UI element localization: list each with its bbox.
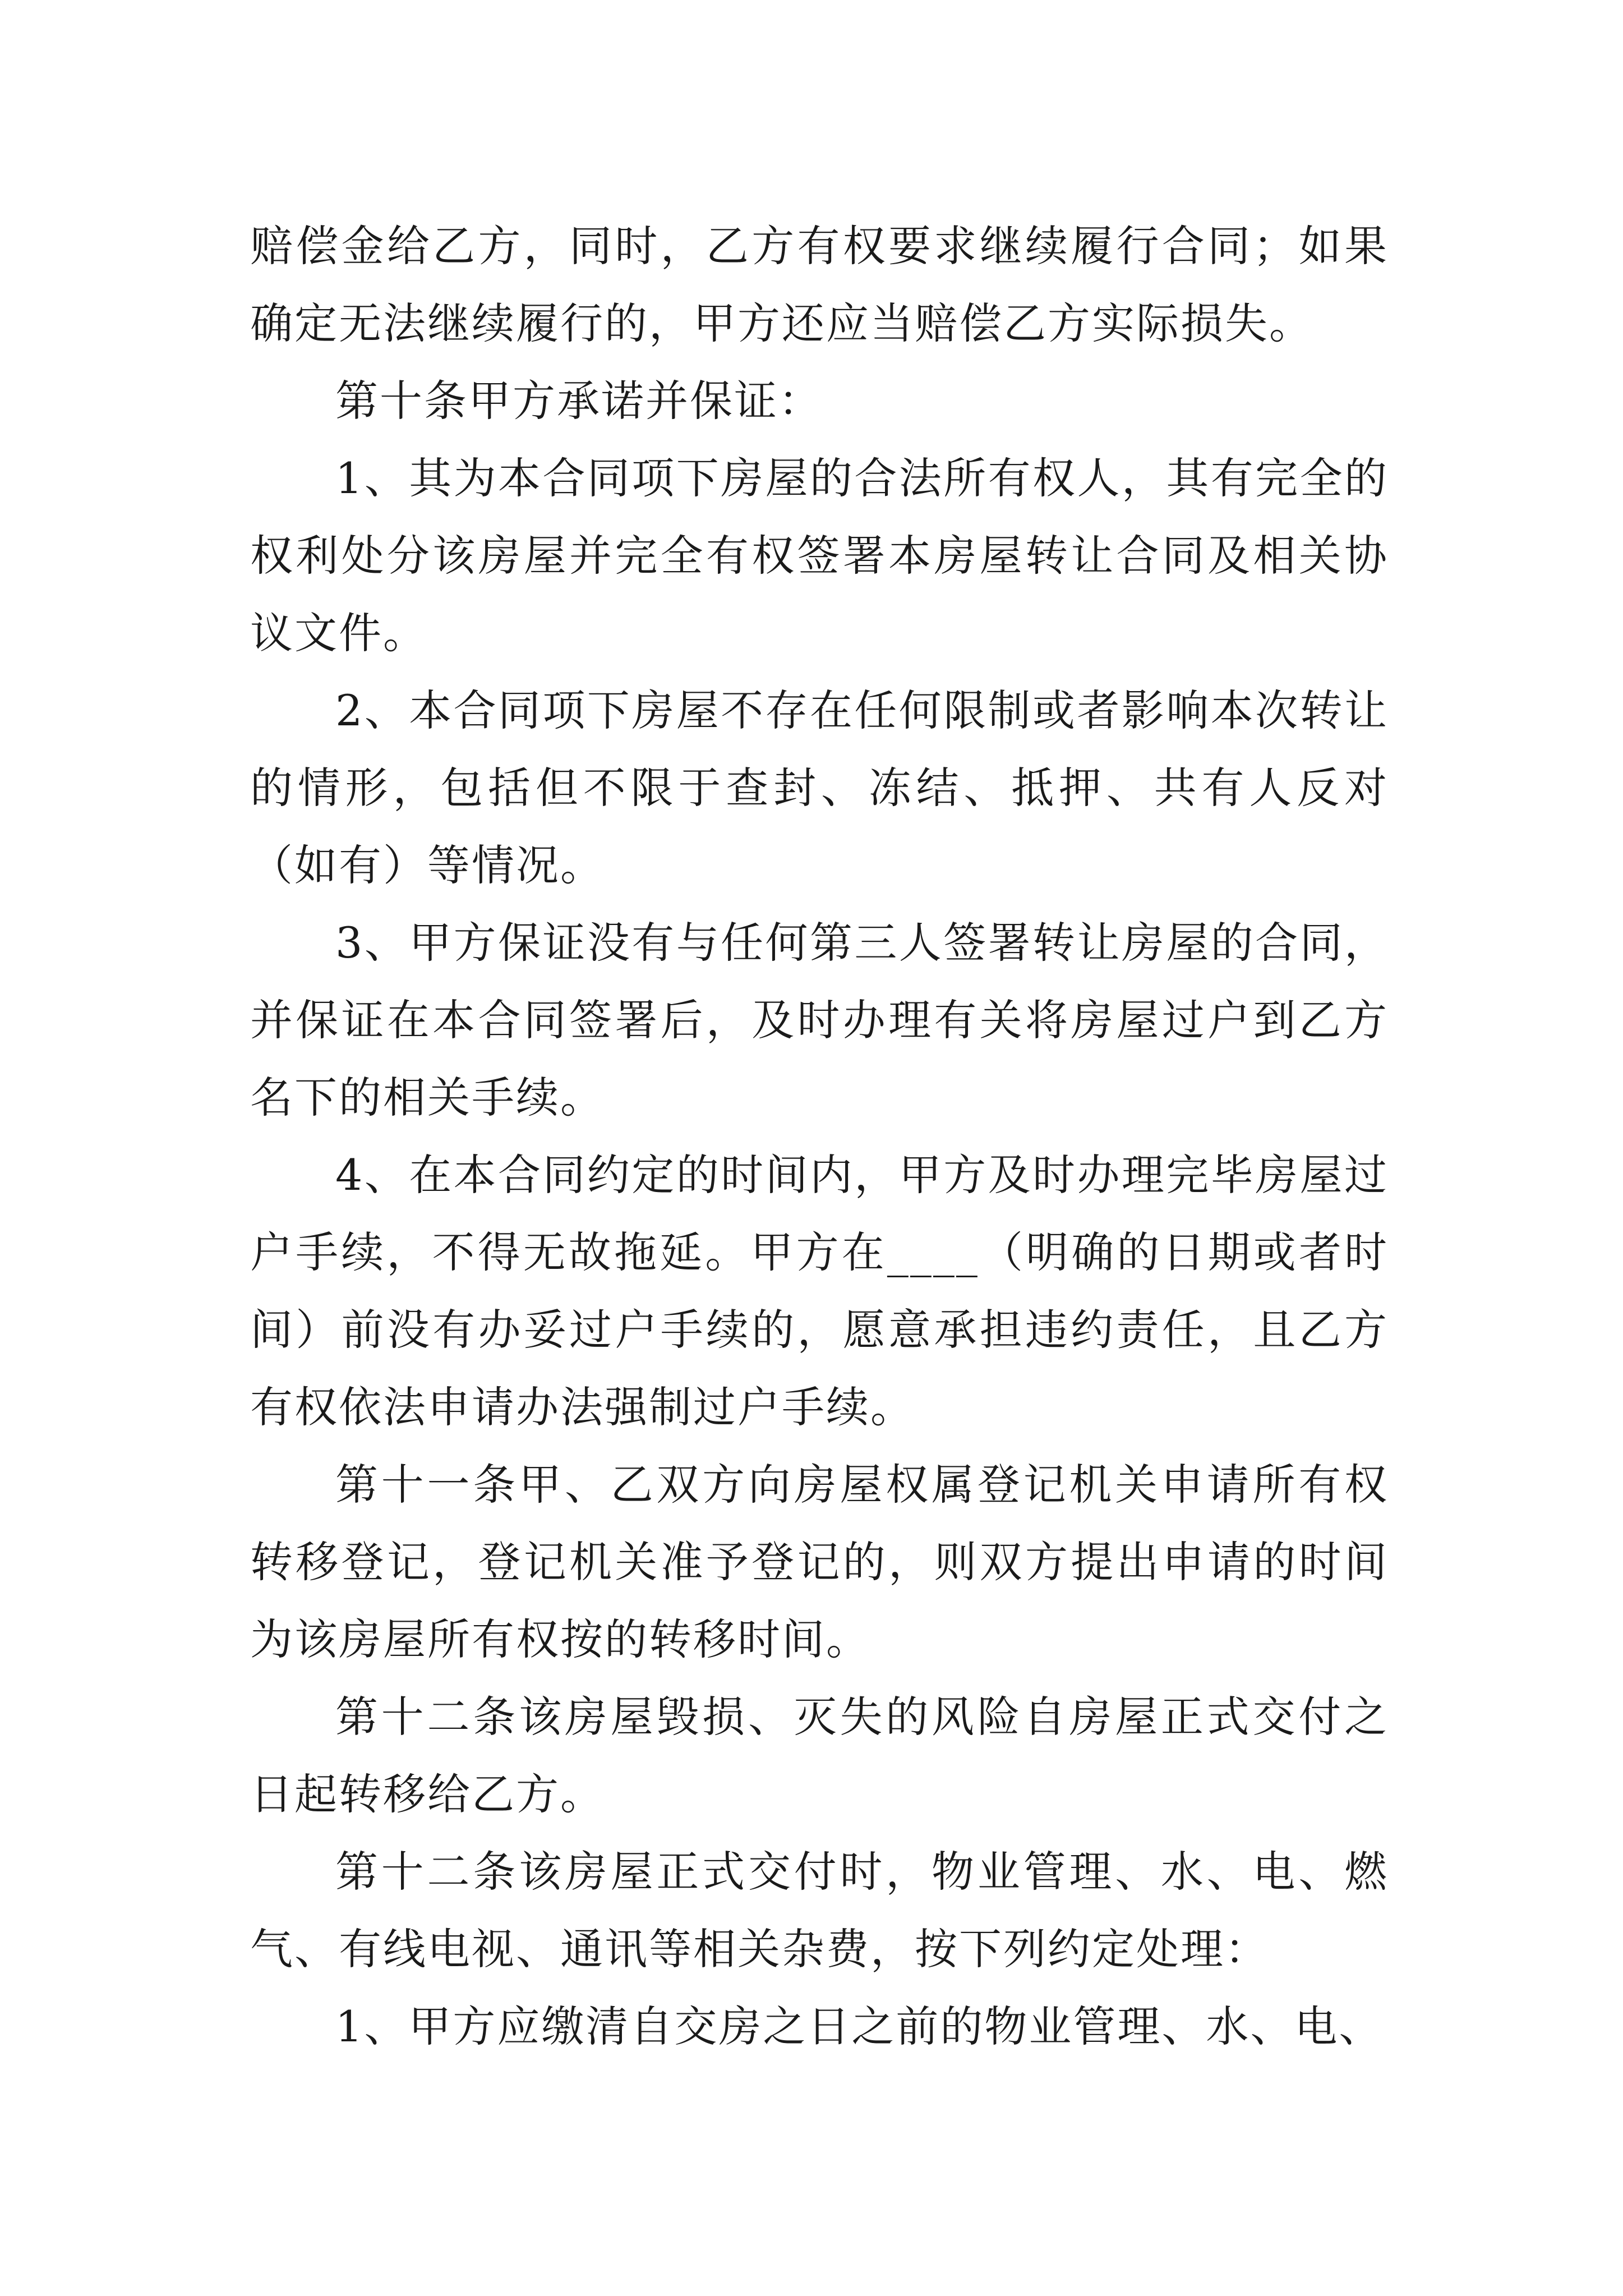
paragraph-article-11: 第十一条甲、乙双方向房屋权属登记机关申请所有权转移登记，登记机关准予登记的，则双方提出申请的时间为该房屋所有权按的转移时间。 xyxy=(250,1460,1389,1664)
paragraph-article-10-item-4: 4、在本合同约定的时间内，甲方及时办理完毕房屋过户手续，不得无故拖延。甲方在____（明确的日期或者时间）前没有办妥过户手续的，愿意承担违约责任，且乙方有权依法申请办法强制过户手续。 xyxy=(250,1150,1389,1432)
paragraph-article-12-risk: 第十二条该房屋毁损、灭失的风险自房屋正式交付之日起转移给乙方。 xyxy=(250,1692,1389,1819)
paragraph-article-10-item-2: 2、本合同项下房屋不存在任何限制或者影响本次转让的情形，包括但不限于查封、冻结、抵押、共有人反对（如有）等情况。 xyxy=(250,685,1389,890)
paragraph-article-10-item-1: 1、其为本合同项下房屋的合法所有权人，其有完全的权利处分该房屋并完全有权签署本房屋转让合同及相关协议文件。 xyxy=(250,453,1389,658)
paragraph-article-12-fees: 第十二条该房屋正式交付时，物业管理、水、电、燃气、有线电视、通讯等相关杂费，按下列约定处理： xyxy=(250,1847,1389,1974)
paragraph-article-12-fees-item-1: 1、甲方应缴清自交房之日之前的物业管理、水、电、 xyxy=(335,2001,1384,2051)
document-body xyxy=(250,208,1389,2065)
paragraph-compensation-continuation: 赔偿金给乙方，同时，乙方有权要求继续履行合同；如果确定无法继续履行的，甲方还应当赔偿乙方实际损失。 xyxy=(250,221,1389,348)
paragraph-article-10-heading: 第十条甲方承诺并保证： xyxy=(335,376,823,426)
paragraph-article-10-item-3: 3、甲方保证没有与任何第三人签署转让房屋的合同，并保证在本合同签署后，及时办理有关将房屋过户到乙方名下的相关手续。 xyxy=(250,918,1389,1122)
